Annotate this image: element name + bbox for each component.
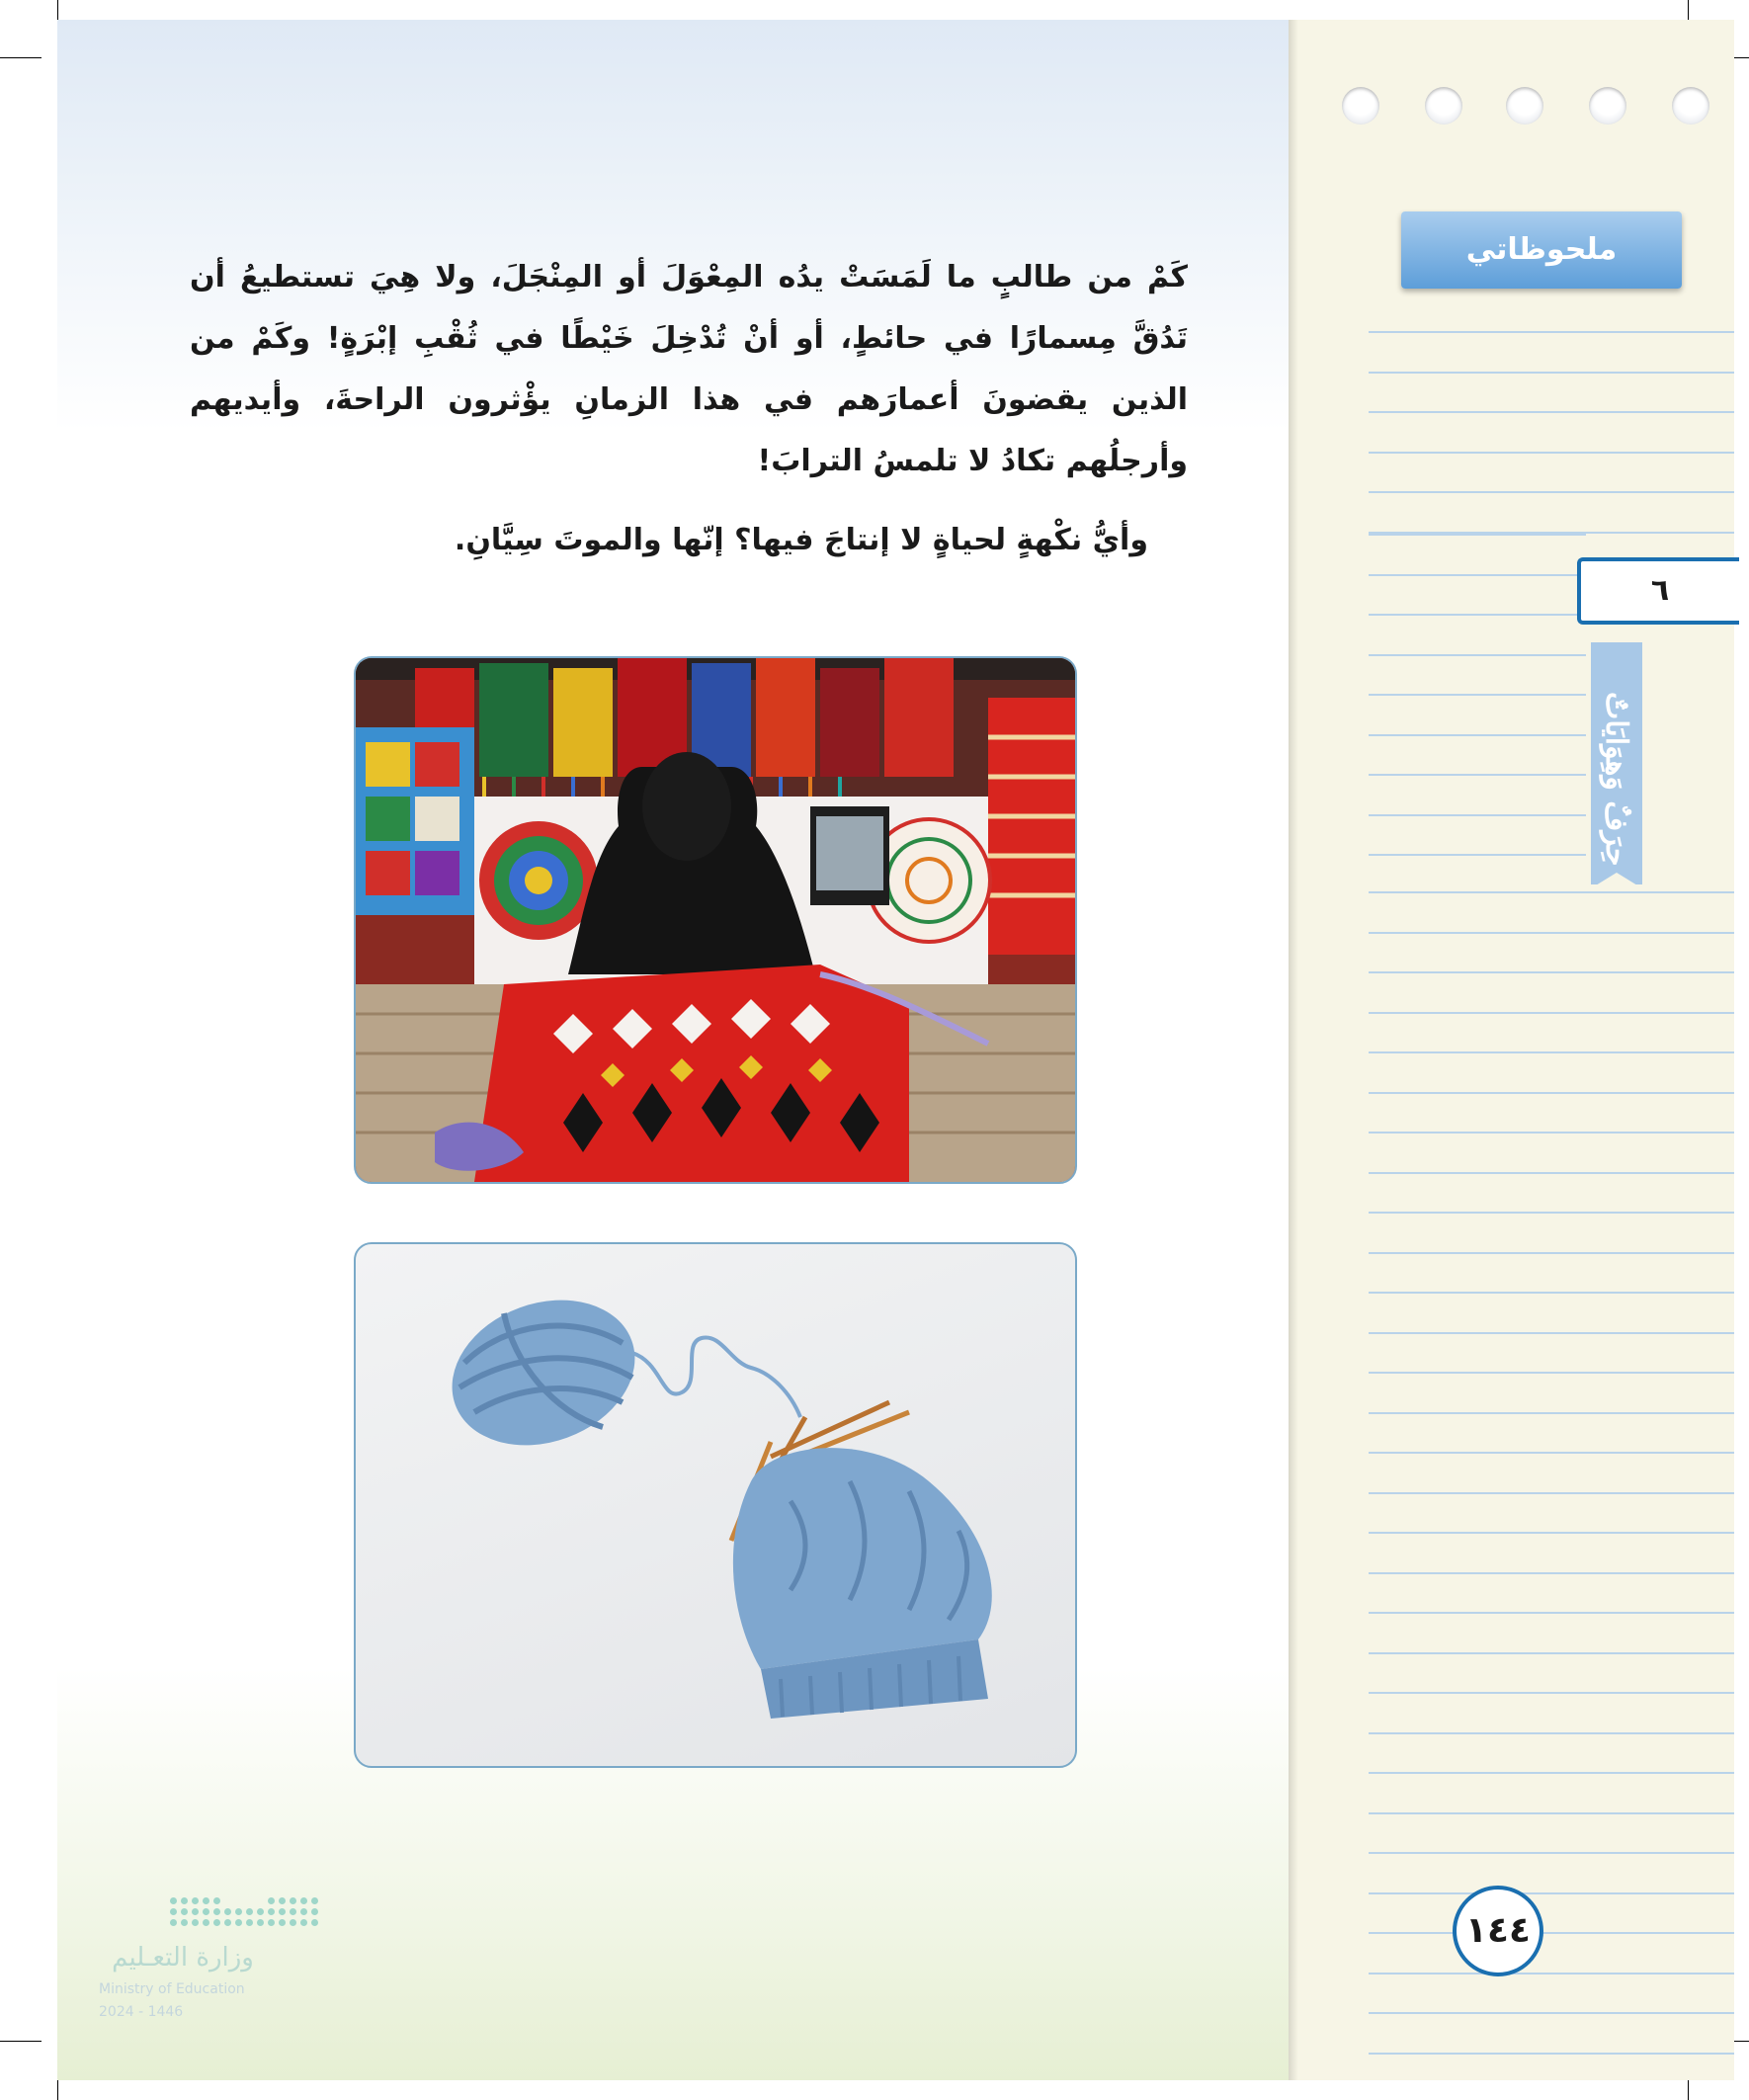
ruled-line	[1369, 1252, 1734, 1254]
ruled-line	[1369, 1292, 1734, 1294]
ruled-line	[1369, 734, 1586, 736]
ruled-line	[1369, 1332, 1734, 1334]
ruled-line	[1369, 2012, 1734, 2014]
ruled-line	[1369, 1172, 1734, 1174]
logo-dot	[170, 1919, 177, 1926]
ruled-line	[1369, 971, 1734, 973]
ruled-line	[1369, 1932, 1734, 1934]
ruled-line	[1369, 1051, 1734, 1053]
ministry-name-arabic: وزارة التعـليم	[112, 1943, 254, 1973]
logo-dot	[213, 1897, 220, 1904]
logo-dot	[235, 1908, 242, 1915]
logo-dot	[268, 1897, 275, 1904]
ruled-line	[1369, 1892, 1734, 1894]
logo-dot	[268, 1919, 275, 1926]
logo-dot	[290, 1919, 296, 1926]
unit-number: ٦	[1577, 557, 1739, 625]
binder-hole	[1672, 87, 1709, 125]
binder-hole	[1506, 87, 1543, 125]
ruled-line	[1369, 1092, 1734, 1094]
ruled-line	[1369, 1132, 1734, 1134]
ruled-line	[1369, 932, 1734, 934]
ruled-line	[1369, 1212, 1734, 1214]
ruled-line	[1369, 534, 1586, 536]
logo-dot	[290, 1897, 296, 1904]
ruled-line	[1369, 654, 1586, 656]
ruled-line	[1369, 1372, 1734, 1374]
binder-hole	[1342, 87, 1379, 125]
logo-dot	[311, 1897, 318, 1904]
page-number: ١٤٤	[1453, 1886, 1543, 1976]
logo-dot	[290, 1908, 296, 1915]
notes-title: ملحوظاتي	[1401, 211, 1682, 289]
logo-dot	[235, 1919, 242, 1926]
ruled-line	[1369, 2053, 1734, 2055]
logo-dot	[213, 1908, 220, 1915]
ruled-line	[1369, 491, 1734, 493]
binder-hole	[1425, 87, 1462, 125]
ruled-line	[1369, 694, 1586, 696]
ministry-name-english: Ministry of Education	[99, 1981, 245, 1997]
notes-column-shadow	[1289, 20, 1298, 2080]
ruled-line	[1369, 372, 1734, 374]
logo-dot	[213, 1919, 220, 1926]
logo-dot	[300, 1897, 307, 1904]
logo-dot	[311, 1908, 318, 1915]
ruled-line	[1369, 1772, 1734, 1774]
body-text	[190, 247, 1188, 571]
logo-dot	[203, 1919, 209, 1926]
ruled-line	[1369, 1732, 1734, 1734]
knitting-photo	[354, 1242, 1077, 1768]
unit-title: حِرَفٌ وَهِوَايَاتٌ	[1599, 692, 1633, 867]
ruled-line	[1369, 891, 1734, 893]
paragraph: كَمْ من طالبٍ ما لَمَسَتْ يدُه المِعْوَلَ أو المِنْجَلَ، ولا هِيَ تستطيعُ أن تَدُقَّ مِسمارًا في حائطٍ، أو أنْ تُدْخِلَ خَيْطًا في ثُقْبِ إبْرَةٍ! وكَمْ من الذين يقضونَ أعمارَهم في هذا الزمانِ يؤْثرون الراحةَ، وأيديهم وأرجلُهم تكادُ لا تلمسُ الترابَ!	[190, 260, 1188, 478]
logo-dot	[311, 1919, 318, 1926]
logo-dot	[170, 1897, 177, 1904]
ruled-line	[1369, 411, 1734, 413]
logo-dot	[268, 1908, 275, 1915]
logo-dot	[170, 1908, 177, 1915]
ruled-line	[1369, 1012, 1734, 1014]
logo-dot	[192, 1919, 199, 1926]
logo-dot	[192, 1908, 199, 1915]
logo-dot	[279, 1919, 286, 1926]
logo-dot	[279, 1897, 286, 1904]
binder-hole	[1589, 87, 1626, 125]
ruled-line	[1369, 1692, 1734, 1694]
ruled-line	[1369, 1812, 1734, 1814]
ruled-line	[1369, 1973, 1734, 1974]
logo-dot	[203, 1908, 209, 1915]
ruled-line	[1369, 1452, 1734, 1454]
paragraph: وأيُّ نكْهةٍ لحياةٍ لا إنتاجَ فيها؟ إنّها والموتَ سِيَّانِ.	[454, 523, 1148, 557]
ruled-line	[1369, 1852, 1734, 1854]
ruled-line	[1369, 452, 1734, 454]
crop-mark	[0, 57, 42, 58]
ruled-line	[1369, 1612, 1734, 1614]
logo-dot	[257, 1919, 264, 1926]
logo-dot	[224, 1919, 231, 1926]
weaving-photo	[354, 656, 1077, 1184]
logo-dot	[279, 1908, 286, 1915]
logo-dot	[246, 1908, 253, 1915]
logo-dot	[203, 1897, 209, 1904]
ruled-line	[1369, 1532, 1734, 1534]
logo-dot	[300, 1919, 307, 1926]
logo-dot	[224, 1908, 231, 1915]
ruled-line	[1369, 1492, 1734, 1494]
ruled-line	[1369, 854, 1586, 856]
ministry-logo	[99, 1897, 336, 2036]
logo-dot	[257, 1908, 264, 1915]
ruled-line	[1369, 331, 1734, 333]
logo-dot	[181, 1919, 188, 1926]
ruled-line	[1369, 614, 1586, 616]
logo-dot	[181, 1908, 188, 1915]
ruled-line	[1369, 1412, 1734, 1414]
ruled-line	[1369, 1652, 1734, 1654]
knitting-photo-image	[356, 1244, 1075, 1766]
ruled-line	[1369, 1572, 1734, 1574]
ruled-line	[1369, 814, 1586, 816]
ruled-line	[1369, 574, 1586, 576]
ruled-line	[1369, 774, 1586, 776]
logo-dot	[300, 1908, 307, 1915]
logo-dot	[192, 1897, 199, 1904]
logo-dot	[181, 1897, 188, 1904]
academic-year: 2024 - 1446	[99, 2004, 184, 2020]
crop-mark	[0, 2041, 42, 2042]
unit-title-ribbon-notch	[1591, 873, 1642, 888]
logo-dot	[246, 1919, 253, 1926]
weaving-photo-image	[356, 658, 1075, 1182]
